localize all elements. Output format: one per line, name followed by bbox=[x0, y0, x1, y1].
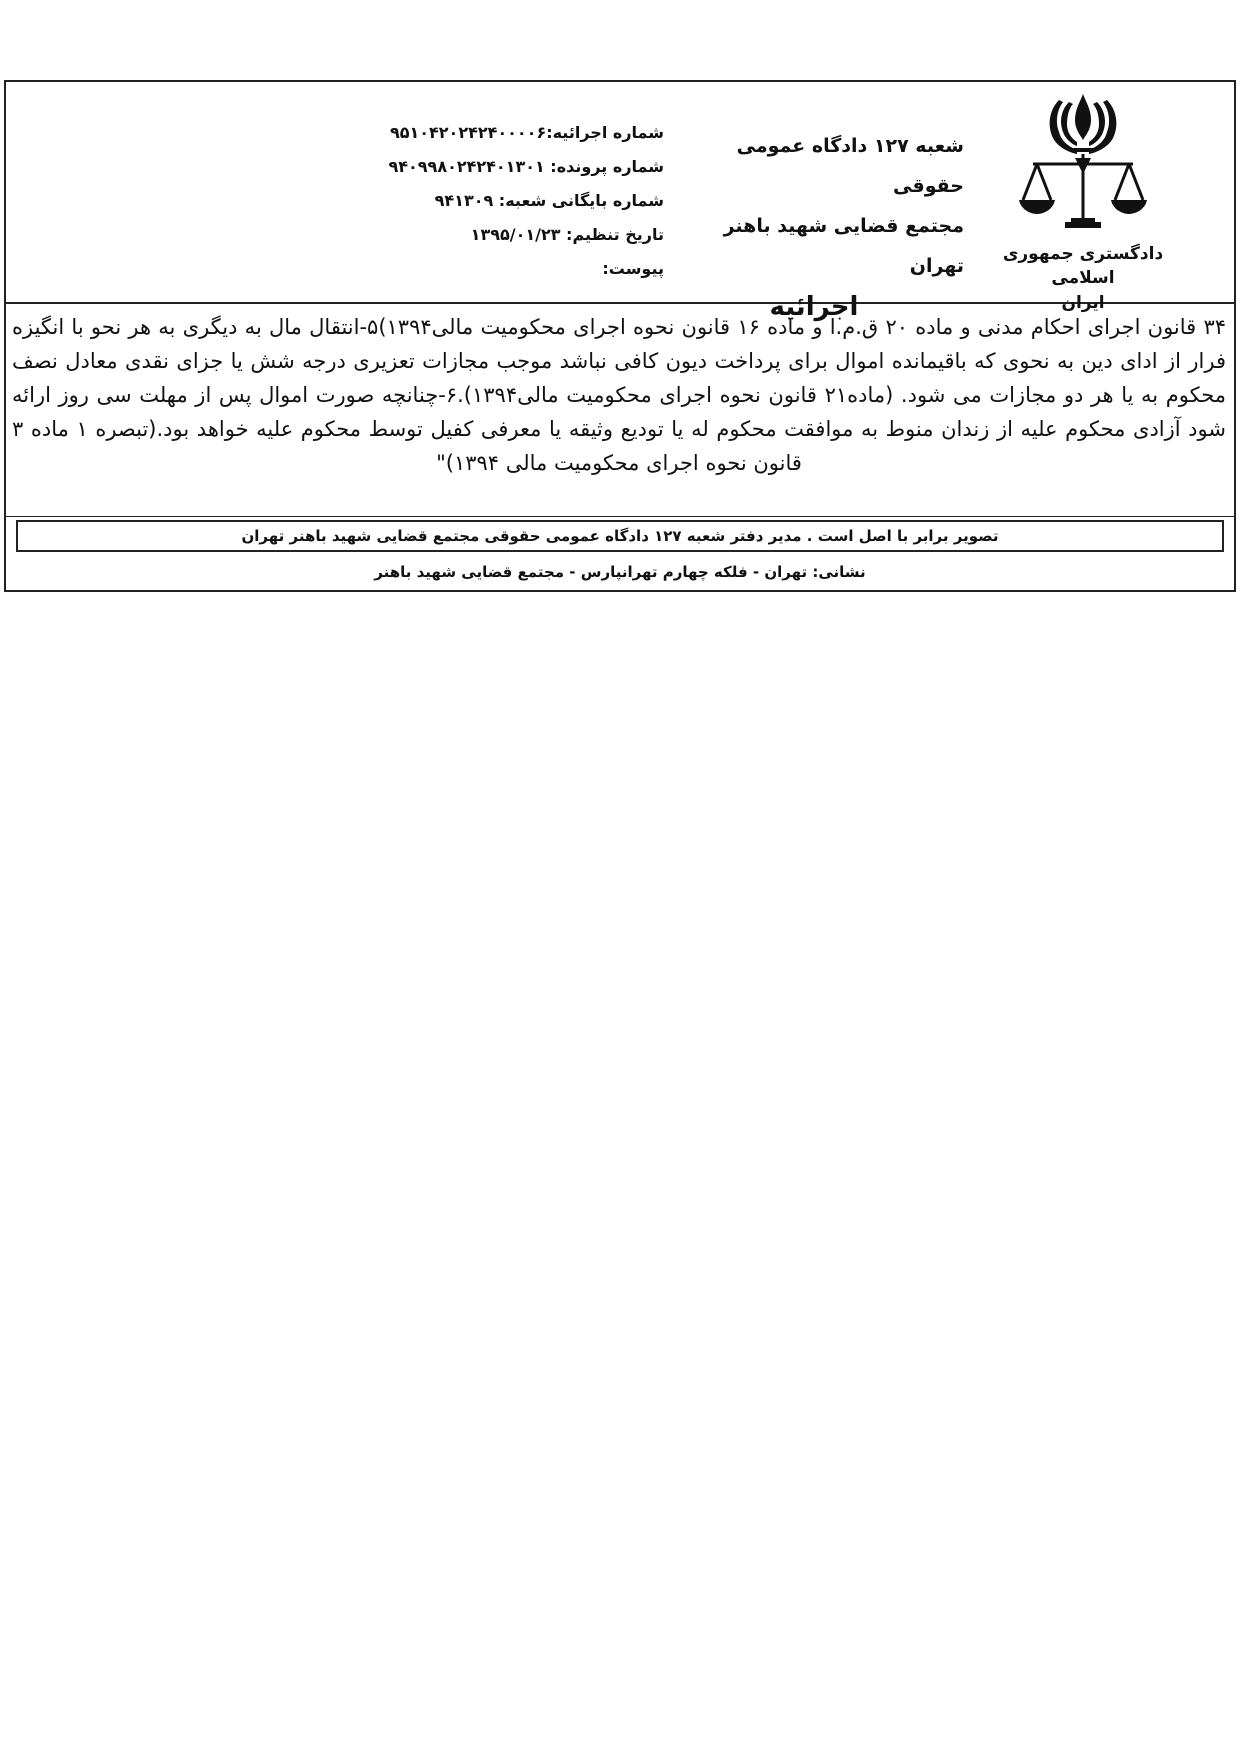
iran-emblem-scales-icon bbox=[1013, 88, 1153, 238]
case-meta-block bbox=[364, 116, 664, 286]
court-info-block bbox=[664, 126, 964, 322]
document-type-title: اجرائیه bbox=[769, 292, 859, 322]
execution-number: شماره اجرائیه:۹۵۱۰۴۲۰۲۴۲۴۰۰۰۰۶ bbox=[389, 123, 664, 142]
issue-date: تاریخ تنظیم: ۱۳۹۵/۰۱/۲۳ bbox=[470, 225, 664, 244]
document-header bbox=[6, 82, 1234, 322]
judiciary-name: دادگستری جمهوری اسلامی bbox=[1002, 244, 1164, 288]
case-number: شماره پرونده: ۹۴۰۹۹۸۰۲۴۲۴۰۱۳۰۱ bbox=[388, 157, 664, 176]
court-complex: مجتمع قضایی شهید باهنر تهران bbox=[723, 215, 964, 277]
court-branch: شعبه ۱۲۷ دادگاه عمومی حقوقی bbox=[736, 135, 964, 197]
address-line: نشانی: تهران - فلکه چهارم تهرانپارس - مجتمع قضایی شهید باهنر bbox=[374, 563, 866, 581]
judiciary-country: ایران bbox=[1061, 293, 1105, 313]
judiciary-emblem-block bbox=[978, 88, 1188, 313]
attachment-label: پیوست: bbox=[602, 259, 664, 278]
footer-divider bbox=[6, 516, 1234, 517]
body-paragraph: ۳۴ قانون اجرای احکام مدنی و ماده ۲۰ ق.م.ا و ماده ۱۶ قانون نحوه اجرای محکومیت مالی۱۳۹۴)۵-انتقال مال به دیگری به هر نحو با انگیزه فرار از ادای دین به نحوی که باقیمانده اموال برای پرداخت دیون کافی نباشد موجب مجازات تعزیری درجه شش یا جزای نقدی معادل نصف محکوم به یا هر دو مجازات می شود. (ماده۲۱ قانون نحوه اجرای محکومیت مالی۱۳۹۴).۶-چنانچه صورت اموال پس از مهلت سی روز ارائه شود آزادی محکوم علیه از زندان منوط به موافقت محکوم له یا تودیع وثیقه یا معرفی کفیل توسط محکوم علیه خواهد بود.(تبصره ۱ ماده ۳ قانون نحوه اجرای محکومیت مالی ۱۳۹۴)" bbox=[12, 315, 1227, 475]
certification-line: تصویر برابر با اصل است . مدیر دفتر شعبه ۱۲۷ دادگاه عمومی حقوقی مجتمع قضایی شهید باهنر تهران bbox=[16, 520, 1224, 552]
document-frame bbox=[4, 80, 1236, 592]
archive-number: شماره بایگانی شعبه: ۹۴۱۳۰۹ bbox=[434, 191, 664, 210]
